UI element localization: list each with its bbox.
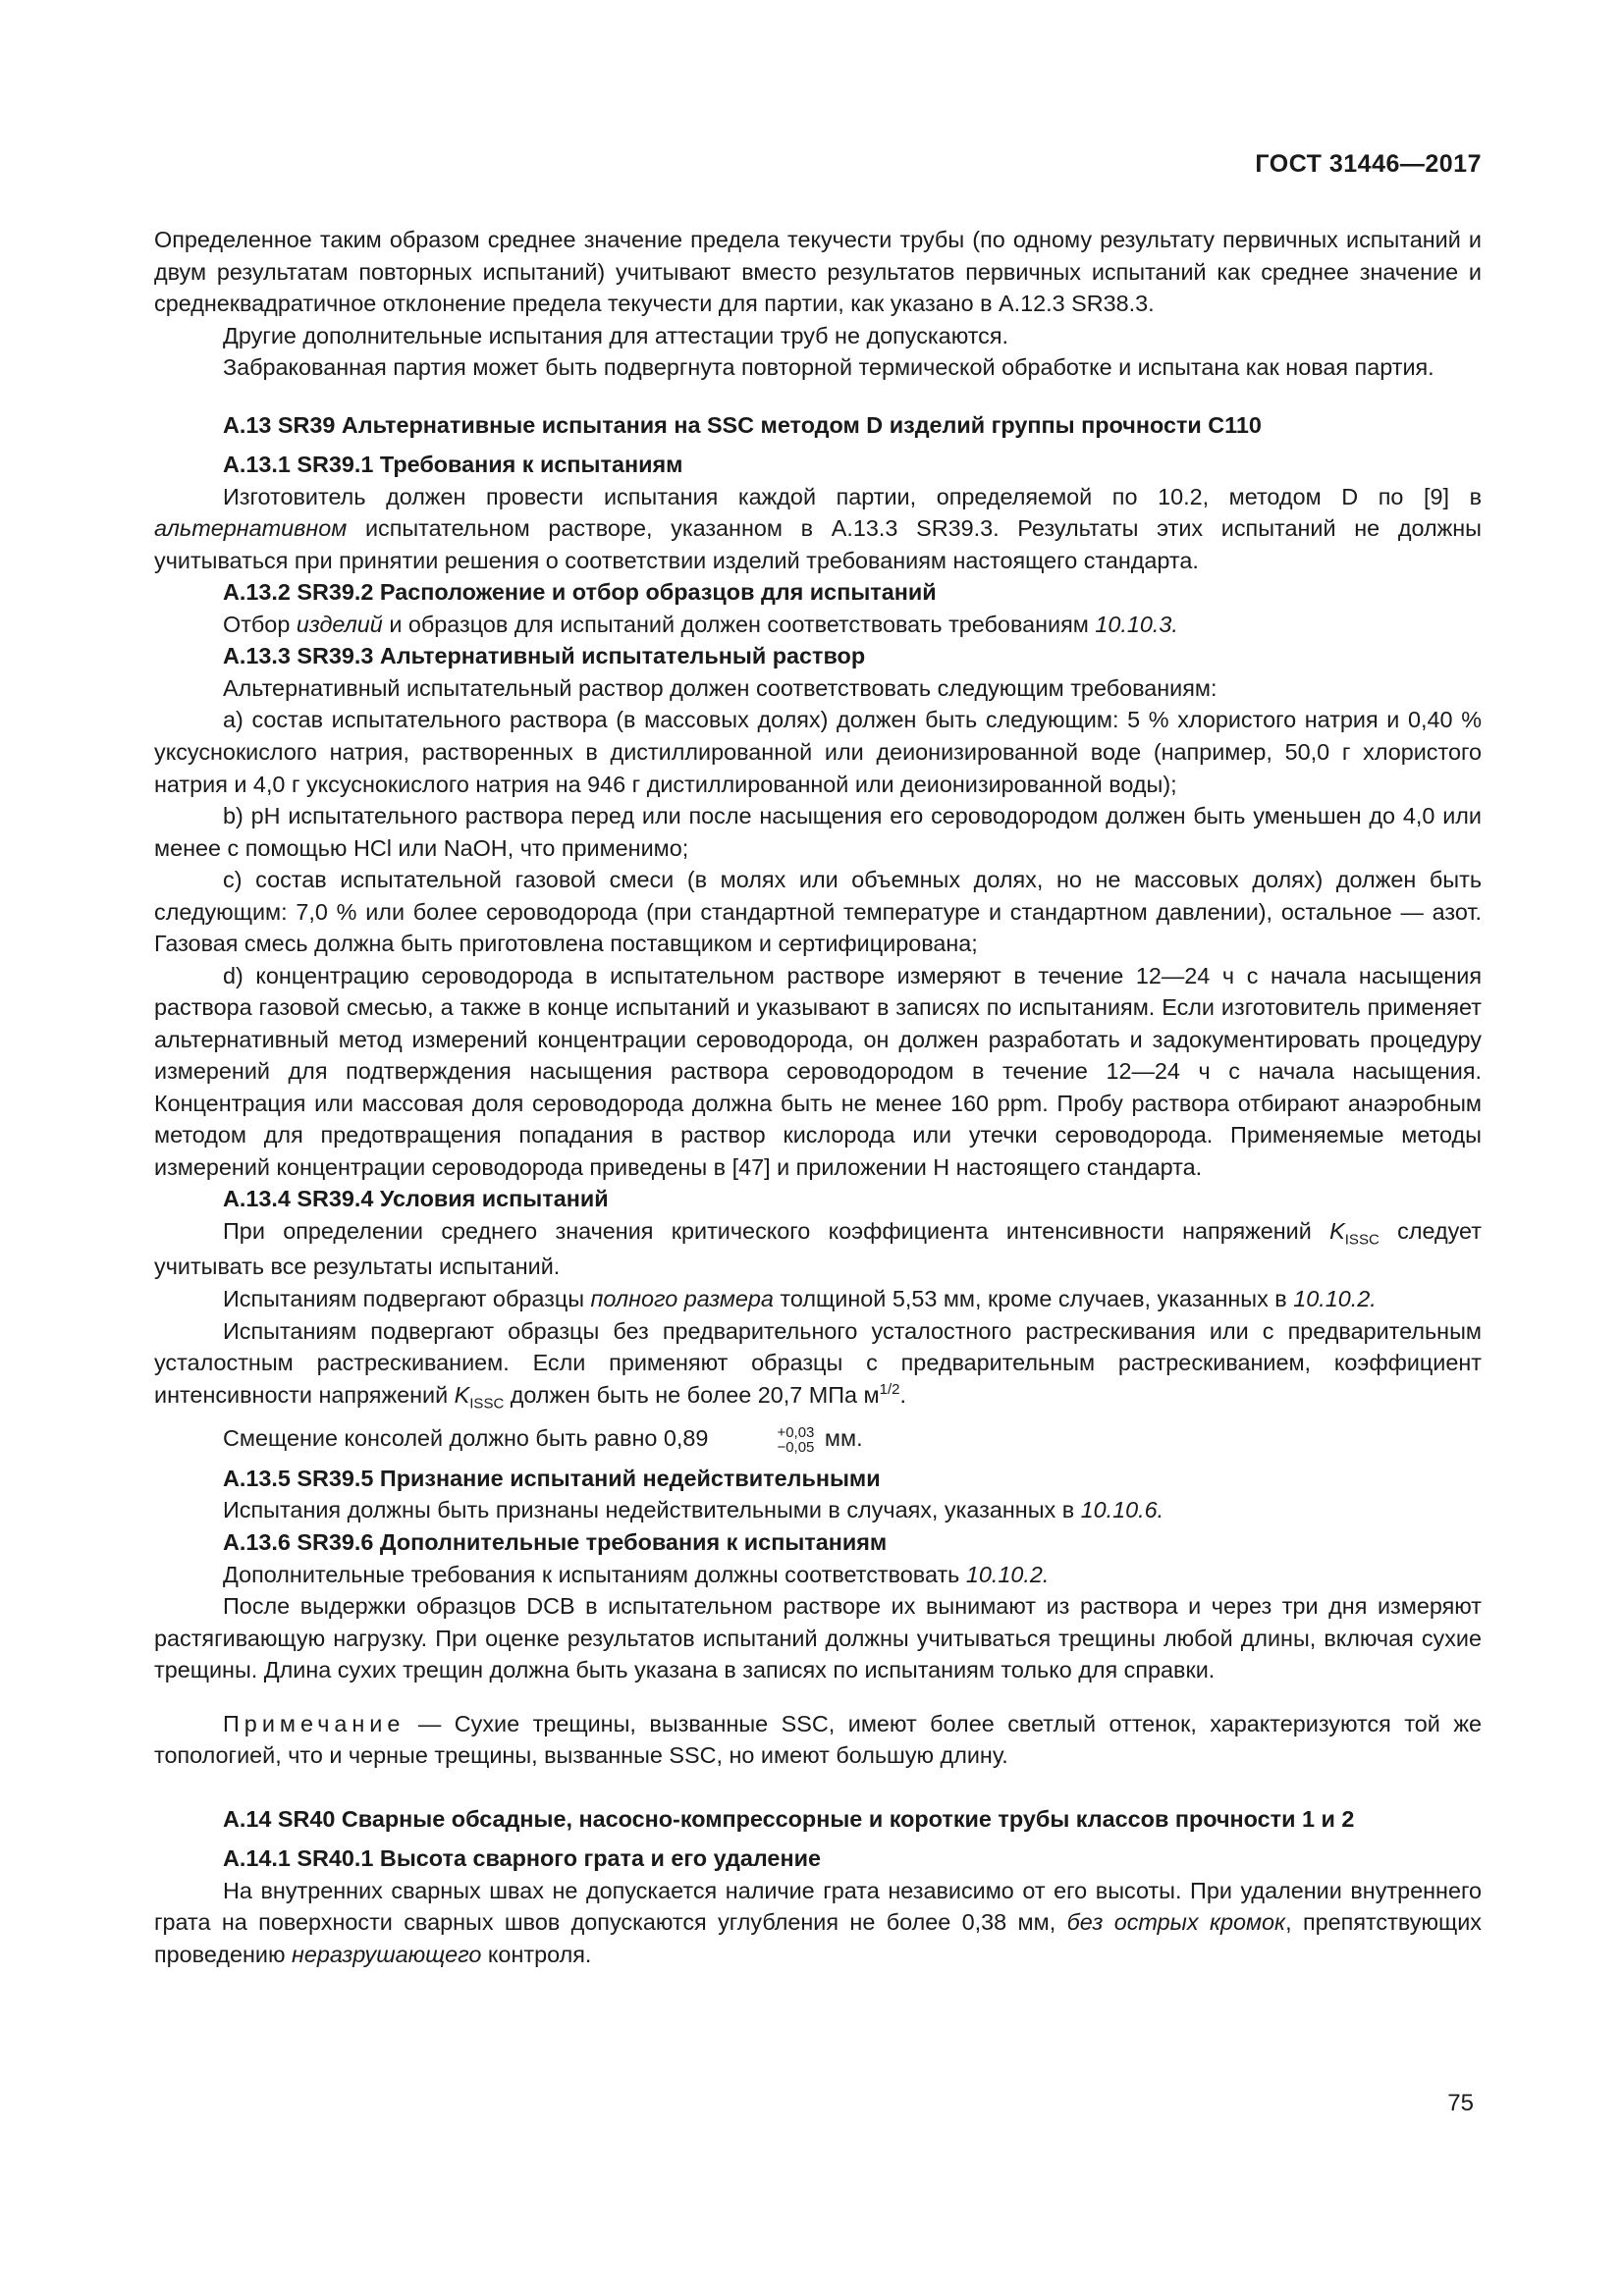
- section-heading-a13: А.13 SR39 Альтернативные испытания на SSC методом D изделий группы прочности С110: [223, 411, 1262, 438]
- document-body: [154, 224, 1482, 1970]
- subsection-heading-a132: А.13.2 SR39.2 Расположение и отбор образцов для испытаний: [223, 579, 937, 606]
- paragraph: Испытания должны быть признаны недействительными в случаях, указанных в 10.10.6.: [223, 1497, 1164, 1523]
- page-number: 75: [1447, 2090, 1474, 2116]
- tolerance-fraction: +0,03 −0,05: [777, 1423, 815, 1456]
- paragraph: Другие дополнительные испытания для аттестации труб не допускаются.: [223, 322, 1009, 348]
- paragraph: Определенное таким образом среднее значение предела текучести трубы (по одному результату первичных испытаний и двум результатам повторных испытаний) учитывают вместо результатов первичных испытаний как среднее значение и среднеквадратичное отклонение предела текучести для партии, как указано в А.12.3 SR38.3.: [154, 227, 1482, 317]
- subsection-heading-a134: А.13.4 SR39.4 Условия испытаний: [223, 1186, 609, 1212]
- paragraph: Смещение консолей должно быть равно 0,89 +0,03 −0,05 мм.: [223, 1423, 863, 1456]
- paragraph: Испытаниям подвергают образцы полного размера толщиной 5,53 мм, кроме случаев, указанных в 10.10.2.: [223, 1285, 1377, 1311]
- document-header: ГОСТ 31446—2017: [1255, 150, 1482, 178]
- list-item-c: c) состав испытательной газовой смеси (в молях или объемных долях, но не массовых долях) должен быть следующим: 7,0 % или более сероводорода (при стандартной температуре и стандартном давлении), остальное — азот. Газовая смесь должна быть приготовлена поставщиком и сертифицирована;: [154, 867, 1482, 957]
- subsection-heading-a131: А.13.1 SR39.1 Требования к испытаниям: [223, 452, 683, 478]
- subsection-heading-a141: А.14.1 SR40.1 Высота сварного грата и его удаление: [223, 1845, 821, 1872]
- paragraph: При определении среднего значения критического коэффициента интенсивности напряжений $K_{ISSC}$ следует учитывать все результаты испытаний.: [154, 1217, 1482, 1280]
- subsection-heading-a136: А.13.6 SR39.6 Дополнительные требования к испытаниям: [223, 1528, 888, 1555]
- note: Примечание — Сухие трещины, вызванные SSC, имеют более светлый оттенок, характеризуются той же топологией, что и черные трещины, вызванные SSC, но имеют большую длину.: [154, 1710, 1482, 1769]
- list-item-d: d) концентрацию сероводорода в испытательном растворе измеряют в течение 12—24 ч с начала насыщения раствора газовой смесью, а также в конце испытаний и указывают в записях по испытаниям. Если изготовитель применяет альтернативный метод измерений концентрации сероводорода, он должен разработать и задокументировать процедуру измерений для подтверждения насыщения раствора сероводородом в течение 12—24 ч с начала насыщения. Концентрация или массовая доля сероводорода должна быть не менее 160 ppm. Пробу раствора отбирают анаэробным методом для предотвращения попадания в раствор кислорода или утечки сероводорода. Применяемые методы измерений концентрации сероводорода приведены в [47] и приложении Н настоящего стандарта.: [154, 962, 1482, 1180]
- paragraph: На внутренних сварных швах не допускается наличие грата независимо от его высоты. При удалении внутреннего грата на поверхности сварных швов допускаются углубления не более 0,38 мм, без острых кромок, препятствующих проведению неразрушающего контроля.: [154, 1877, 1482, 1967]
- paragraph: Испытаниям подвергают образцы без предварительного усталостного растрескивания или с предварительным усталостным растрескиванием. Если применяют образцы с предварительным растрескиванием, коэффициент интенсивности напряжений $K_{ISSC}$ должен быть не более 20,7 МПа $м^{1/2}$.: [154, 1317, 1482, 1413]
- list-item-a: a) состав испытательного раствора (в массовых долях) должен быть следующим: 5 % хлористого натрия и 0,40 % уксуснокислого натрия, растворенных в дистиллированной или деионизированной воде (например, 50,0 г хлористого натрия и 4,0 г уксуснокислого натрия на 946 г дистиллированной или деионизированной воды);: [154, 707, 1482, 797]
- paragraph: Отбор изделий и образцов для испытаний должен соответствовать требованиям 10.10.3.: [223, 611, 1178, 637]
- subsection-heading-a133: А.13.3 SR39.3 Альтернативный испытательный раствор: [223, 643, 866, 669]
- subsection-heading-a135: А.13.5 SR39.5 Признание испытаний недействительными: [223, 1465, 881, 1491]
- paragraph: После выдержки образцов DCB в испытательном растворе их вынимают из раствора и через три дня измеряют растягивающую нагрузку. При оценке результатов испытаний должны учитываться трещины любой длины, включая сухие трещины. Длина сухих трещин должна быть указана в записях по испытаниям только для справки.: [154, 1593, 1482, 1683]
- paragraph: Дополнительные требования к испытаниям должны соответствовать 10.10.2.: [223, 1561, 1050, 1587]
- section-heading-a14: А.14 SR40 Сварные обсадные, насосно-компрессорные и короткие трубы классов прочности 1 и 2: [223, 1805, 1355, 1832]
- list-item-b: b) pH испытательного раствора перед или после насыщения его сероводородом должен быть уменьшен до 4,0 или менее с помощью HCl или NaOH, что применимо;: [154, 803, 1482, 861]
- paragraph: Альтернативный испытательный раствор должен соответствовать следующим требованиям:: [223, 674, 1217, 701]
- paragraph: Изготовитель должен провести испытания каждой партии, определяемой по 10.2, методом D по [9] в альтернативном испытательном растворе, указанном в А.13.3 SR39.3. Результаты этих испытаний не должны учитываться при принятии решения о соответствии изделий требованиям настоящего стандарта.: [154, 483, 1482, 573]
- paragraph: Забракованная партия может быть подвергнута повторной термической обработке и испытана как новая партия.: [223, 354, 1434, 381]
